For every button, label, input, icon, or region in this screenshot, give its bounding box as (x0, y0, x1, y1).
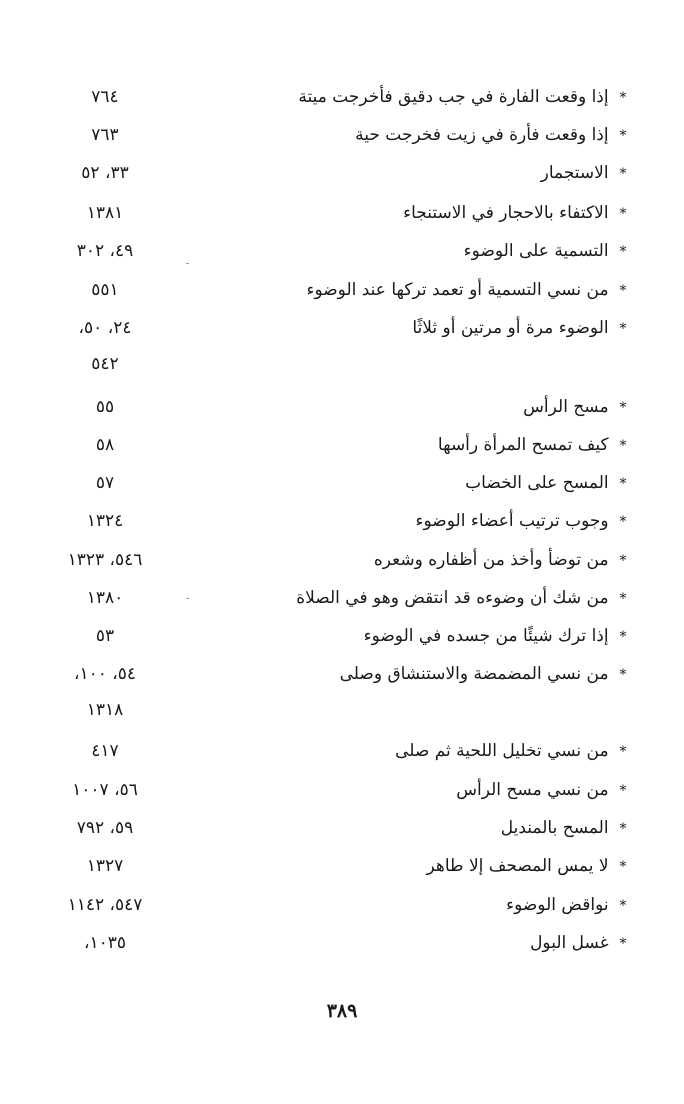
index-entry-continuation (0, 346, 684, 382)
bullet-asterisk-icon: * (619, 90, 627, 106)
entry-topic (212, 580, 632, 616)
bullet-asterisk-icon: * (619, 476, 627, 492)
bullet-asterisk-icon: * (619, 821, 627, 837)
entry-topic (212, 195, 632, 231)
entry-topic-text: التسمية على الوضوء (463, 241, 609, 261)
index-entry (0, 925, 684, 961)
entry-page-numbers: ١٣٨٠ (86, 588, 124, 608)
entry-page-numbers: ٥٩، ٧٩٢ (76, 818, 134, 838)
entry-page-numbers: ٥٤٧، ١١٤٢ (67, 895, 143, 915)
entry-page-numbers: ٢٤، ٥٠، (78, 318, 132, 338)
index-entry (0, 848, 684, 884)
index-entry (0, 580, 684, 616)
entry-topic (212, 542, 632, 578)
index-entry (0, 310, 684, 346)
bullet-asterisk-icon: * (619, 283, 627, 299)
bullet-asterisk-icon: * (619, 783, 627, 799)
entry-topic-text: مسح الرأس (523, 397, 609, 417)
index-entry (0, 810, 684, 846)
entry-page-numbers: ٥٤٦، ١٣٢٣ (67, 550, 143, 570)
entry-topic-text: من نسي مسح الرأس (456, 780, 609, 800)
entry-page-numbers: ٧٦٣ (91, 125, 119, 145)
entry-page-numbers: ٤١٧ (91, 741, 119, 761)
index-entry (0, 542, 684, 578)
bullet-asterisk-icon: * (619, 438, 627, 454)
bullet-asterisk-icon: * (619, 553, 627, 569)
entry-topic-text: إذا وقعت الفارة في جب دقيق فأخرجت ميتة (298, 87, 609, 107)
entry-topic-text: إذا وقعت فأرة في زيت فخرجت حية (355, 125, 609, 145)
entry-page-numbers: ٤٩، ٣٠٢ (76, 241, 134, 261)
bullet-asterisk-icon: * (619, 859, 627, 875)
entry-topic-text: الوضوء مرة أو مرتين أو ثلاثًا (412, 318, 609, 338)
index-entry (0, 79, 684, 115)
index-entry (0, 887, 684, 923)
entry-topic (212, 465, 632, 501)
entry-topic-text: من شك أن وضوءه قد انتقض وهو في الصلاة (296, 588, 609, 608)
entry-topic-text: وجوب ترتيب أعضاء الوضوء (415, 511, 609, 531)
index-entry-continuation (0, 692, 684, 728)
entry-topic (212, 272, 632, 308)
bullet-asterisk-icon: * (619, 400, 627, 416)
entry-topic (212, 887, 632, 923)
entry-topic-text (212, 346, 632, 382)
entry-page-numbers: ١٣٨١ (86, 203, 124, 223)
entry-topic (212, 389, 632, 425)
entry-topic (212, 427, 632, 463)
entry-topic-text: من نسي تخليل اللحية ثم صلى (395, 741, 609, 761)
entry-topic (212, 656, 632, 692)
entry-page-numbers: ٥٤، ١٠٠، (73, 664, 137, 684)
index-entry (0, 427, 684, 463)
entry-topic (212, 925, 632, 961)
entry-topic-text: كيف تمسح المرأة رأسها (437, 435, 609, 455)
entry-topic (212, 155, 632, 191)
index-entry (0, 389, 684, 425)
index-entry (0, 618, 684, 654)
entry-topic (212, 618, 632, 654)
entry-page-numbers: ٧٦٤ (91, 87, 119, 107)
bullet-asterisk-icon: * (619, 206, 627, 222)
bullet-asterisk-icon: * (619, 667, 627, 683)
index-entry (0, 772, 684, 808)
entry-topic-text (212, 692, 632, 728)
entry-page-numbers: ١٣٢٧ (86, 856, 124, 876)
bullet-asterisk-icon: * (619, 166, 627, 182)
entry-topic (212, 733, 632, 769)
entry-topic-text: المسح بالمنديل (500, 818, 609, 838)
entry-topic-text: إذا ترك شيئًا من جسده في الوضوء (363, 626, 609, 646)
entry-topic (212, 503, 632, 539)
index-entry (0, 195, 684, 231)
entry-topic-text: غسل البول (530, 933, 609, 953)
page-number: ٣٨٩ (326, 1000, 358, 1022)
index-entry (0, 272, 684, 308)
bullet-asterisk-icon: * (619, 514, 627, 530)
entry-topic (212, 79, 632, 115)
index-entry (0, 503, 684, 539)
entry-topic (212, 810, 632, 846)
entry-page-numbers: ٥٨ (95, 435, 115, 455)
bullet-asterisk-icon: * (619, 321, 627, 337)
entry-page-numbers: ٥٥١ (91, 280, 119, 300)
index-entry (0, 656, 684, 692)
bullet-asterisk-icon: * (619, 244, 627, 260)
entry-page-numbers: ٥٧ (95, 473, 115, 493)
index-entry (0, 117, 684, 153)
index-entry (0, 465, 684, 501)
entry-topic-text: الاستجمار (540, 163, 609, 183)
entry-topic-text: من نسي التسمية أو تعمد تركها عند الوضوء (306, 280, 609, 300)
index-entry (0, 733, 684, 769)
entry-page-numbers: ٥٤٢ (91, 354, 119, 374)
bullet-asterisk-icon: * (619, 629, 627, 645)
index-entry (0, 233, 684, 269)
entry-page-numbers: ٣٣، ٥٢ (81, 163, 129, 183)
entry-topic-text: من نسي المضمضة والاستنشاق وصلى (339, 664, 609, 684)
entry-topic (212, 848, 632, 884)
entry-topic-text: المسح على الخضاب (465, 473, 609, 493)
scan-mark (186, 263, 189, 264)
bullet-asterisk-icon: * (619, 898, 627, 914)
entry-page-numbers: ٥٥ (95, 397, 115, 417)
bullet-asterisk-icon: * (619, 128, 627, 144)
entry-page-numbers: ٥٦، ١٠٠٧ (72, 780, 138, 800)
entry-topic-text: لا يمس المصحف إلا طاهر (426, 856, 609, 876)
entry-page-numbers: ١٣١٨ (86, 700, 124, 720)
entry-topic-text: نواقض الوضوء (506, 895, 609, 915)
entry-topic (212, 310, 632, 346)
bullet-asterisk-icon: * (619, 744, 627, 760)
entry-page-numbers: ١٠٣٥، (83, 933, 127, 953)
bullet-asterisk-icon: * (619, 936, 627, 952)
entry-page-numbers: ٥٣ (95, 626, 115, 646)
entry-page-numbers: ١٣٢٤ (86, 511, 124, 531)
scan-mark (186, 598, 189, 599)
bullet-asterisk-icon: * (619, 591, 627, 607)
entry-topic (212, 233, 632, 269)
entry-topic (212, 772, 632, 808)
entry-topic-text: الاكتفاء بالاحجار في الاستنجاء (403, 203, 609, 223)
entry-topic (212, 117, 632, 153)
index-entry (0, 155, 684, 191)
entry-topic-text: من توضأ وأخذ من أظفاره وشعره (373, 550, 609, 570)
